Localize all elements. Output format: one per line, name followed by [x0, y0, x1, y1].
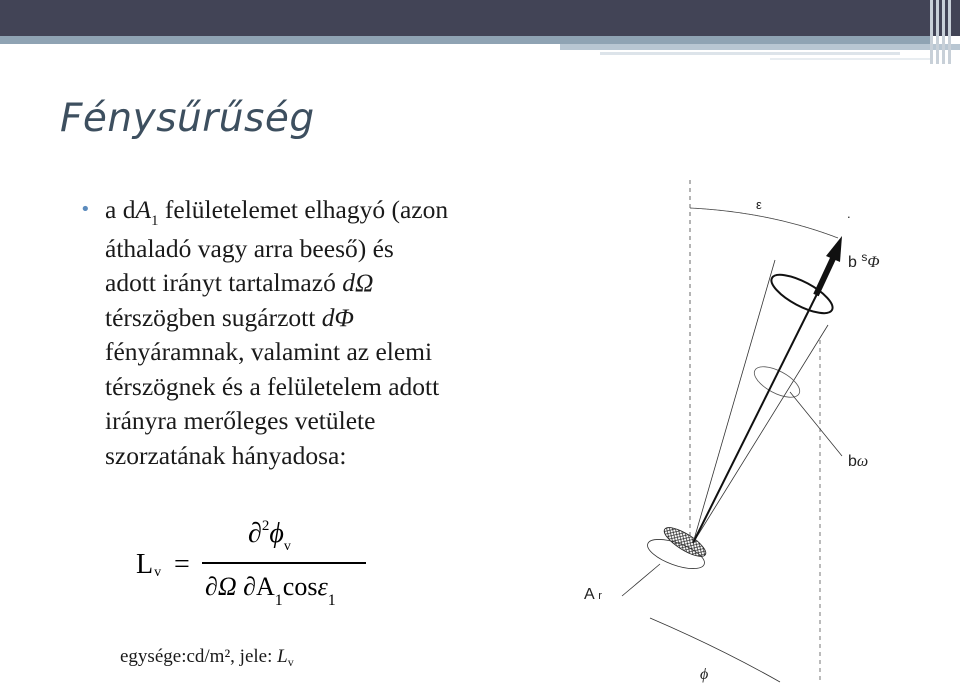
slide-top-band — [0, 36, 930, 44]
bullet-line: térszögben sugárzott dΦ — [105, 302, 354, 332]
formula-equals: = — [174, 549, 190, 580]
A-leader — [622, 564, 660, 596]
direction-arrow-shaft — [693, 288, 820, 543]
formula-fraction-bar — [202, 562, 366, 564]
dot-label: . — [847, 206, 851, 221]
cone-edge-right — [693, 325, 828, 543]
domega-label: bω — [848, 453, 869, 470]
slide-top-bar — [0, 0, 960, 36]
formula-denominator: ∂Ω $\partial A_1\cos\varepsilon_1$ — [205, 572, 336, 609]
slide-top-band-light — [560, 44, 960, 50]
bullet-line: áthaladó vagy arra beeső) és — [105, 233, 394, 263]
slide-top-band-faintest — [770, 58, 930, 60]
bullet-line: irányra merőleges vetülete — [105, 406, 376, 435]
slide-corner-stripes — [930, 0, 952, 64]
bullet-paragraph — [80, 193, 600, 473]
dphi-label: b $^s$Φ — [848, 250, 880, 271]
units-line: egysége:cd/m², jele: $L_v$ — [120, 646, 294, 669]
slide-top-band-faint — [600, 52, 900, 55]
direction-arrow-head — [826, 236, 842, 262]
A-label: A r — [584, 586, 602, 603]
bullet-line: szorzatának hányadosa: — [105, 440, 347, 470]
phi-label: ϕ — [700, 666, 709, 683]
bullet-line: adott irányt tartalmazó dΩ — [105, 268, 374, 297]
formula-numerator: $\partial^2\phi_v$ — [248, 518, 291, 554]
luminance-formula — [130, 520, 390, 610]
formula-lhs: Lv — [136, 549, 162, 580]
bullet-line: fényáramnak, valamint az elemi — [105, 337, 433, 366]
slide-title: Fénysűrűség — [60, 96, 315, 141]
epsilon-arc — [690, 208, 838, 238]
bullet-line: térszögnek és a felületelem adott — [105, 371, 440, 401]
bullet-line: a $dA_1$ felületelemet elhagyó (azon — [105, 195, 449, 229]
bullet-dot-icon: • — [80, 199, 91, 220]
domega-leader — [790, 392, 842, 456]
epsilon-label: ε — [756, 197, 762, 212]
phi-arc — [650, 618, 780, 682]
solid-angle-diagram — [580, 170, 960, 684]
domega-ellipse — [750, 361, 804, 404]
diagram-svg — [580, 170, 960, 684]
